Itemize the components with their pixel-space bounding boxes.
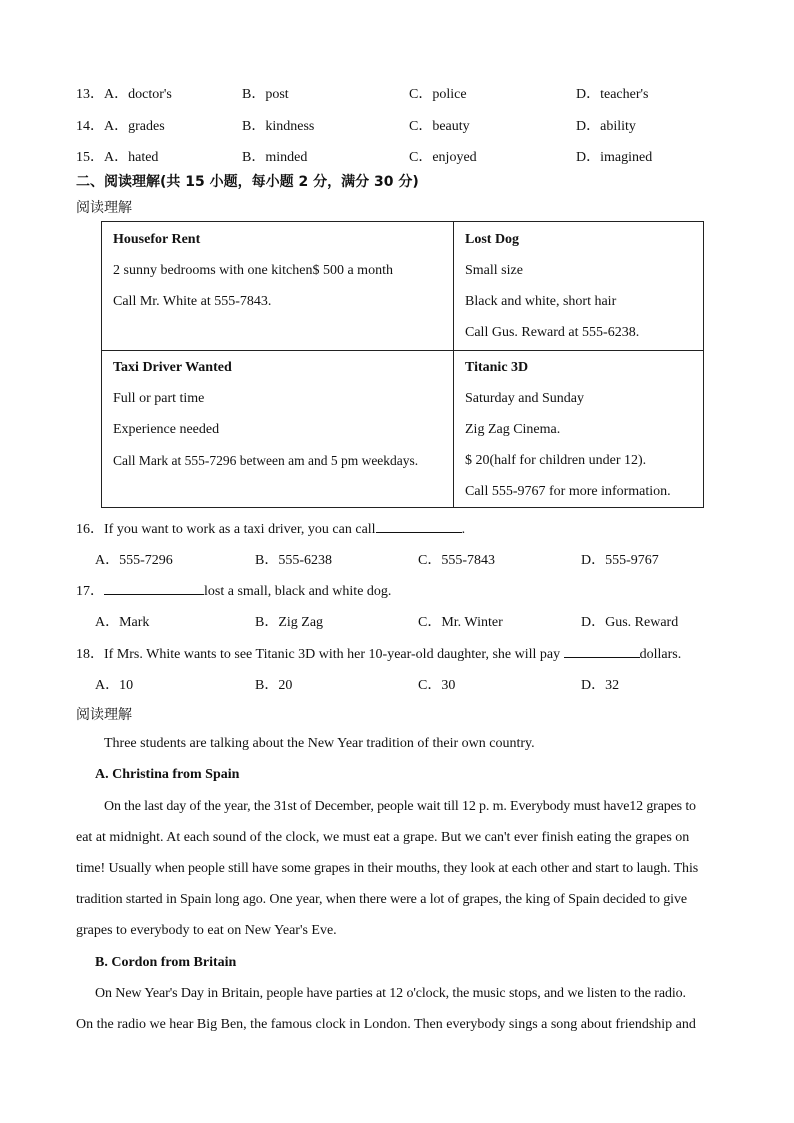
option-a[interactable]: A．Mark [95,615,150,630]
ad-title: Housefor Rent [113,232,201,247]
ad-line: Experience needed [113,422,220,437]
passage-a-line: grapes to everybody to eat on New Year's Eve. [76,923,337,938]
question-17-options [76,611,756,631]
ad-line: Zig Zag Cinema. [465,422,561,437]
passage-a-line: tradition started in Spain long ago. One year, when there were a lot of grapes, the king of Spain decided to give [76,892,687,907]
ad-title: Taxi Driver Wanted [113,360,232,375]
ad-line: Call Mark at 555-7296 between am and 5 pm weekdays. [113,453,419,468]
option-row-15 [76,146,756,166]
option-c[interactable]: C．enjoyed [409,150,477,165]
option-a[interactable]: A．555-7296 [95,553,173,568]
option-a[interactable]: A．10 [95,678,134,693]
option-d[interactable]: D．ability [576,119,636,134]
ad-line: Full or part time [113,391,205,406]
question-number: 16． [76,522,104,537]
question-text-end: dollars. [639,647,682,662]
question-17-stem [76,580,391,600]
option-d[interactable]: D．Gus. Reward [581,615,679,630]
option-row-13 [76,83,756,103]
option-a[interactable]: A．doctor's [104,87,172,102]
passage-b-line: On the radio we hear Big Ben, the famous clock in London. Then everybody sings a song about friendship and [76,1017,696,1032]
option-d[interactable]: D．555-9767 [581,553,659,568]
ad-line: Call Gus. Reward at 555-6238. [465,325,640,340]
option-c[interactable]: C．30 [418,678,456,693]
ad-line: Saturday and Sunday [465,391,584,406]
option-b[interactable]: B．Zig Zag [255,615,324,630]
option-c[interactable]: C．555-7843 [418,553,495,568]
question-number: 15． [76,150,104,165]
option-b[interactable]: B．post [242,87,289,102]
passage-a-line: time! Usually when people still have some grapes in their mouths, they look at each other and start to laugh. This [76,861,699,876]
option-d[interactable]: D．imagined [576,150,653,165]
ad-title: Titanic 3D [465,360,529,375]
reading-subheading: 阅读理解 [76,707,132,723]
answer-blank[interactable] [104,580,204,595]
ad-line: Black and white, short hair [465,294,617,309]
question-18-options [76,674,756,694]
table-divider-vertical [453,222,454,507]
reading-subheading: 阅读理解 [76,200,132,216]
ads-table [101,221,704,508]
passage-a-line: On the last day of the year, the 31st of December, people wait till 12 p. m. Everybody must have12 grapes to [104,799,696,814]
option-b[interactable]: B．555-6238 [255,553,332,568]
question-18-stem [76,643,681,663]
passage-a-line: eat at midnight. At each sound of the clock, we must eat a grape. But we can't ever finish eating the grapes on [76,830,690,845]
passage-b-heading: B. Cordon from Britain [95,955,237,970]
option-d[interactable]: D．32 [581,678,620,693]
section-title: 二、阅读理解(共 15 小题，每小题 2 分，满分 30 分) [76,174,419,190]
ad-line: $ 20(half for children under 12). [465,453,647,468]
option-b[interactable]: B．20 [255,678,293,693]
question-16-options [76,549,756,569]
question-number: 17． [76,584,104,599]
table-divider-horizontal [102,350,703,351]
option-b[interactable]: B．minded [242,150,308,165]
option-c[interactable]: C．beauty [409,119,470,134]
question-16-stem [76,518,465,538]
answer-blank[interactable] [376,518,462,533]
ad-line: Small size [465,263,523,278]
question-text-end: . [461,522,466,537]
passage-a-heading: A. Christina from Spain [95,767,240,782]
ad-line: Call Mr. White at 555-7843. [113,294,272,309]
passage-intro: Three students are talking about the New Year tradition of their own country. [104,736,535,751]
question-number: 18． [76,647,104,662]
question-text: If Mrs. White wants to see Titanic 3D with her 10-year-old daughter, she will pay [104,647,561,662]
answer-blank[interactable] [564,643,640,658]
passage-b-line: On New Year's Day in Britain, people have parties at 12 o'clock, the music stops, and we listen to the radio. [95,986,686,1001]
ad-line: 2 sunny bedrooms with one kitchen$ 500 a month [113,263,393,278]
option-a[interactable]: A．hated [104,150,159,165]
option-a[interactable]: A．grades [104,119,165,134]
question-number: 13． [76,87,104,102]
question-text: If you want to work as a taxi driver, you can call [104,522,376,537]
option-c[interactable]: C．Mr. Winter [418,615,503,630]
option-row-14 [76,115,756,135]
question-number: 14． [76,119,104,134]
option-b[interactable]: B．kindness [242,119,315,134]
ad-line: Call 555-9767 for more information. [465,484,671,499]
ad-title: Lost Dog [465,232,520,247]
option-d[interactable]: D．teacher's [576,87,649,102]
option-c[interactable]: C．police [409,87,467,102]
question-text-end: lost a small, black and white dog. [204,584,392,599]
